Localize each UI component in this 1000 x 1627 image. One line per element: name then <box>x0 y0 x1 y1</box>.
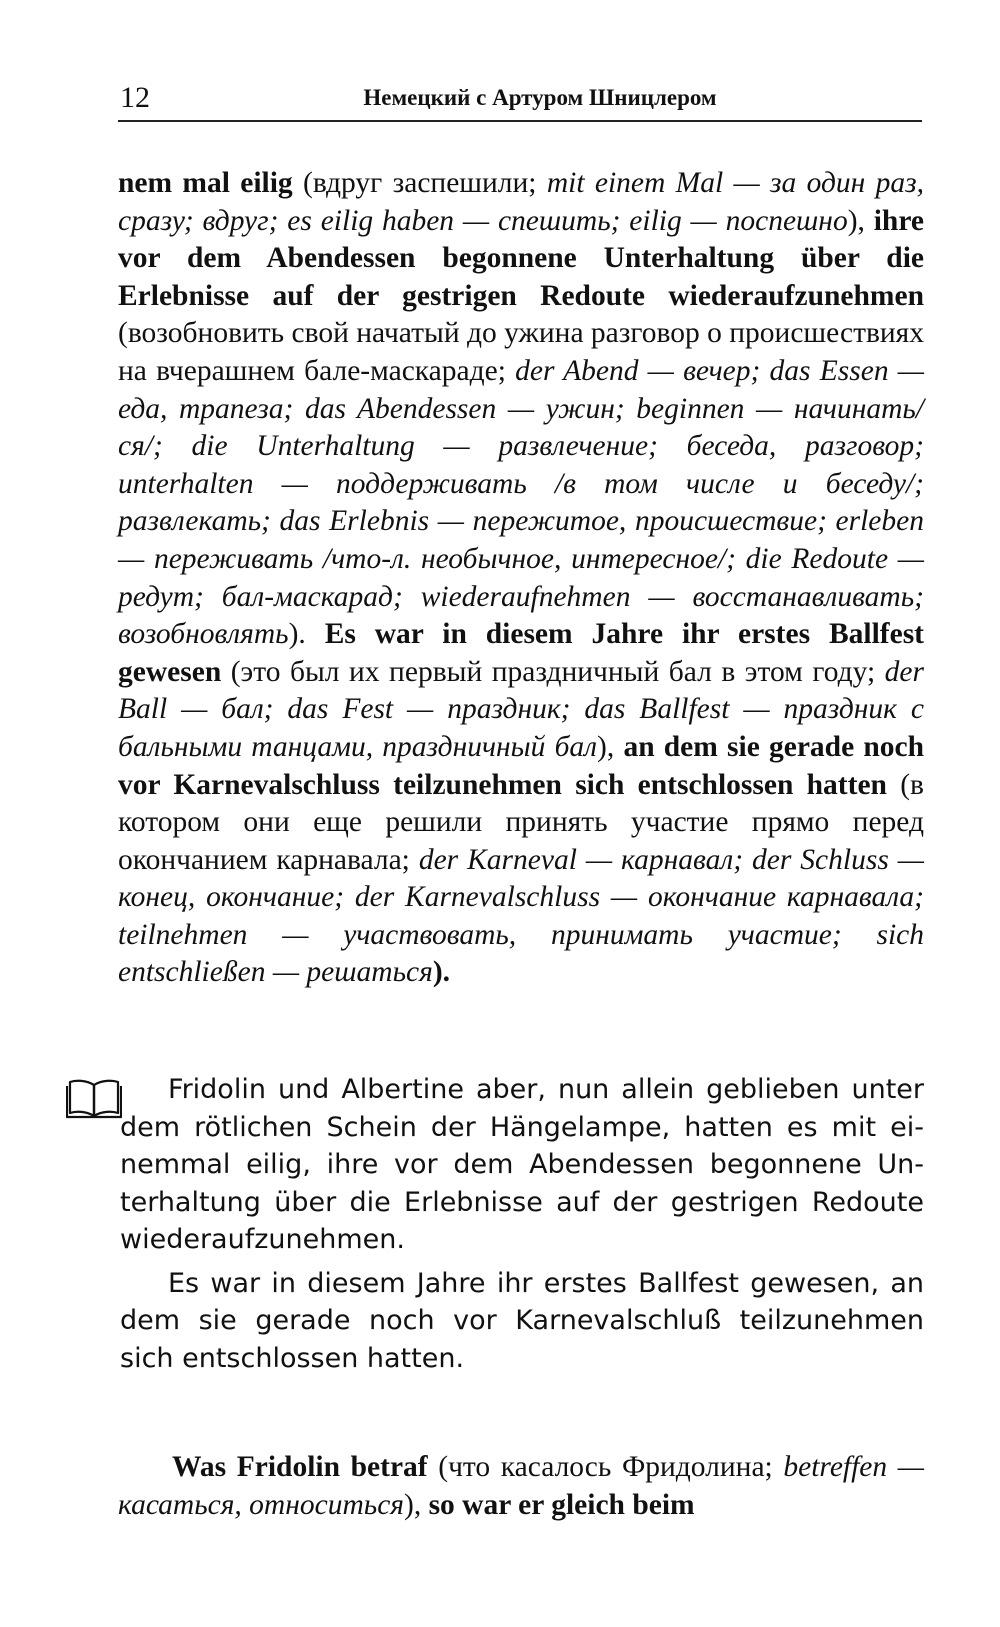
text-run: (возобновить свой начатый до ужина разговор о происшествиях на вчерашнем бале-маскараде; <box>118 317 924 387</box>
text-run-bold: an dem sie gerade noch vor Karnevalschluss teilzunehmen sich entschlossen hatten <box>118 730 925 801</box>
text-run-bold: ). <box>432 956 451 989</box>
text-run-bold: nem mal eilig <box>118 167 293 199</box>
text-run-italic: der Ball — бал; das Fest — праздник; das Ballfest — праздник с бальными танцами, праздничный бал <box>118 655 924 763</box>
text-run: ), <box>847 204 874 237</box>
text-run-bold: so war er gleich beim <box>428 1489 695 1521</box>
text-run: (вдруг заспешили; <box>292 167 547 199</box>
commentary-paragraph <box>118 165 924 992</box>
text-run: (что касалось Фридолина; <box>427 1451 784 1483</box>
text-run: ). <box>288 618 325 651</box>
original-text <box>120 1071 924 1377</box>
commentary-paragraph-continued <box>118 1448 924 1524</box>
text-run-italic: mit einem Mal — за один раз, сразу; вдруг; es eilig haben — спешить; eilig — поспешно <box>118 167 924 237</box>
text-run-bold: Es war in diesem Jahre ihr erstes Ballfest gewesen <box>118 618 924 688</box>
running-title: Немецкий с Артуром Шницлером <box>363 85 717 110</box>
text-run-bold: ihre vor dem Abendessen begonnene Unterhaltung über die Erlebnisse auf der gestrigen Redoute wiederaufzunehmen <box>118 204 924 312</box>
text-run-italic: der Karneval — карнавал; der Schluss — конец, окончание; der Karnevalschluss — окончание карнавала; teilnehmen — участвовать, принимать участие; sich entschließen — решаться <box>118 843 924 989</box>
page-header <box>118 74 922 122</box>
text-run: ), <box>597 730 624 763</box>
text-run: ), <box>404 1489 429 1521</box>
text-run-italic: betreffen — касаться, относиться <box>118 1451 925 1521</box>
text-run-italic: der Abend — вечер; das Essen — еда, трапеза; das Abendessen — ужин; beginnen — начинать/ся/; die Unterhaltung — развлечение; беседа, разговор; unterhalten — поддерживать /в том числе и беседу/; развлекать; das Erlebnis — пережитое, происшествие; erleben — переживать /что-л. необычное, интересное/; die Redoute — редут; бал-маскарад; wiederaufnehmen — восстанавливать; возобновлять <box>118 354 924 651</box>
text-run: (это был их первый праздничный бал в этом году; <box>221 655 885 688</box>
text-run-bold: Was Fridolin betraf <box>172 1451 428 1483</box>
original-paragraph: Fridolin und Albertine aber, nun allein geblieben unter dem rötlichen Schein der Hängelampe, hatten es mit einemmal eilig, ihre vor dem Abendessen begonnene Unterhaltung über die Erlebnisse auf der gestrigen Redoute wiederaufzunehmen. <box>120 1074 924 1255</box>
open-book-icon <box>66 1077 122 1119</box>
page-number: 12 <box>120 81 150 114</box>
original-paragraph: Es war in diesem Jahre ihr erstes Ballfest gewesen, an dem sie gerade noch vor Karnevalschluß teilzunehmen sich entschlossen hatten. <box>120 1267 924 1374</box>
text-run: (в котором они еще решили принять участие прямо перед окончанием карнавала; <box>118 768 924 876</box>
